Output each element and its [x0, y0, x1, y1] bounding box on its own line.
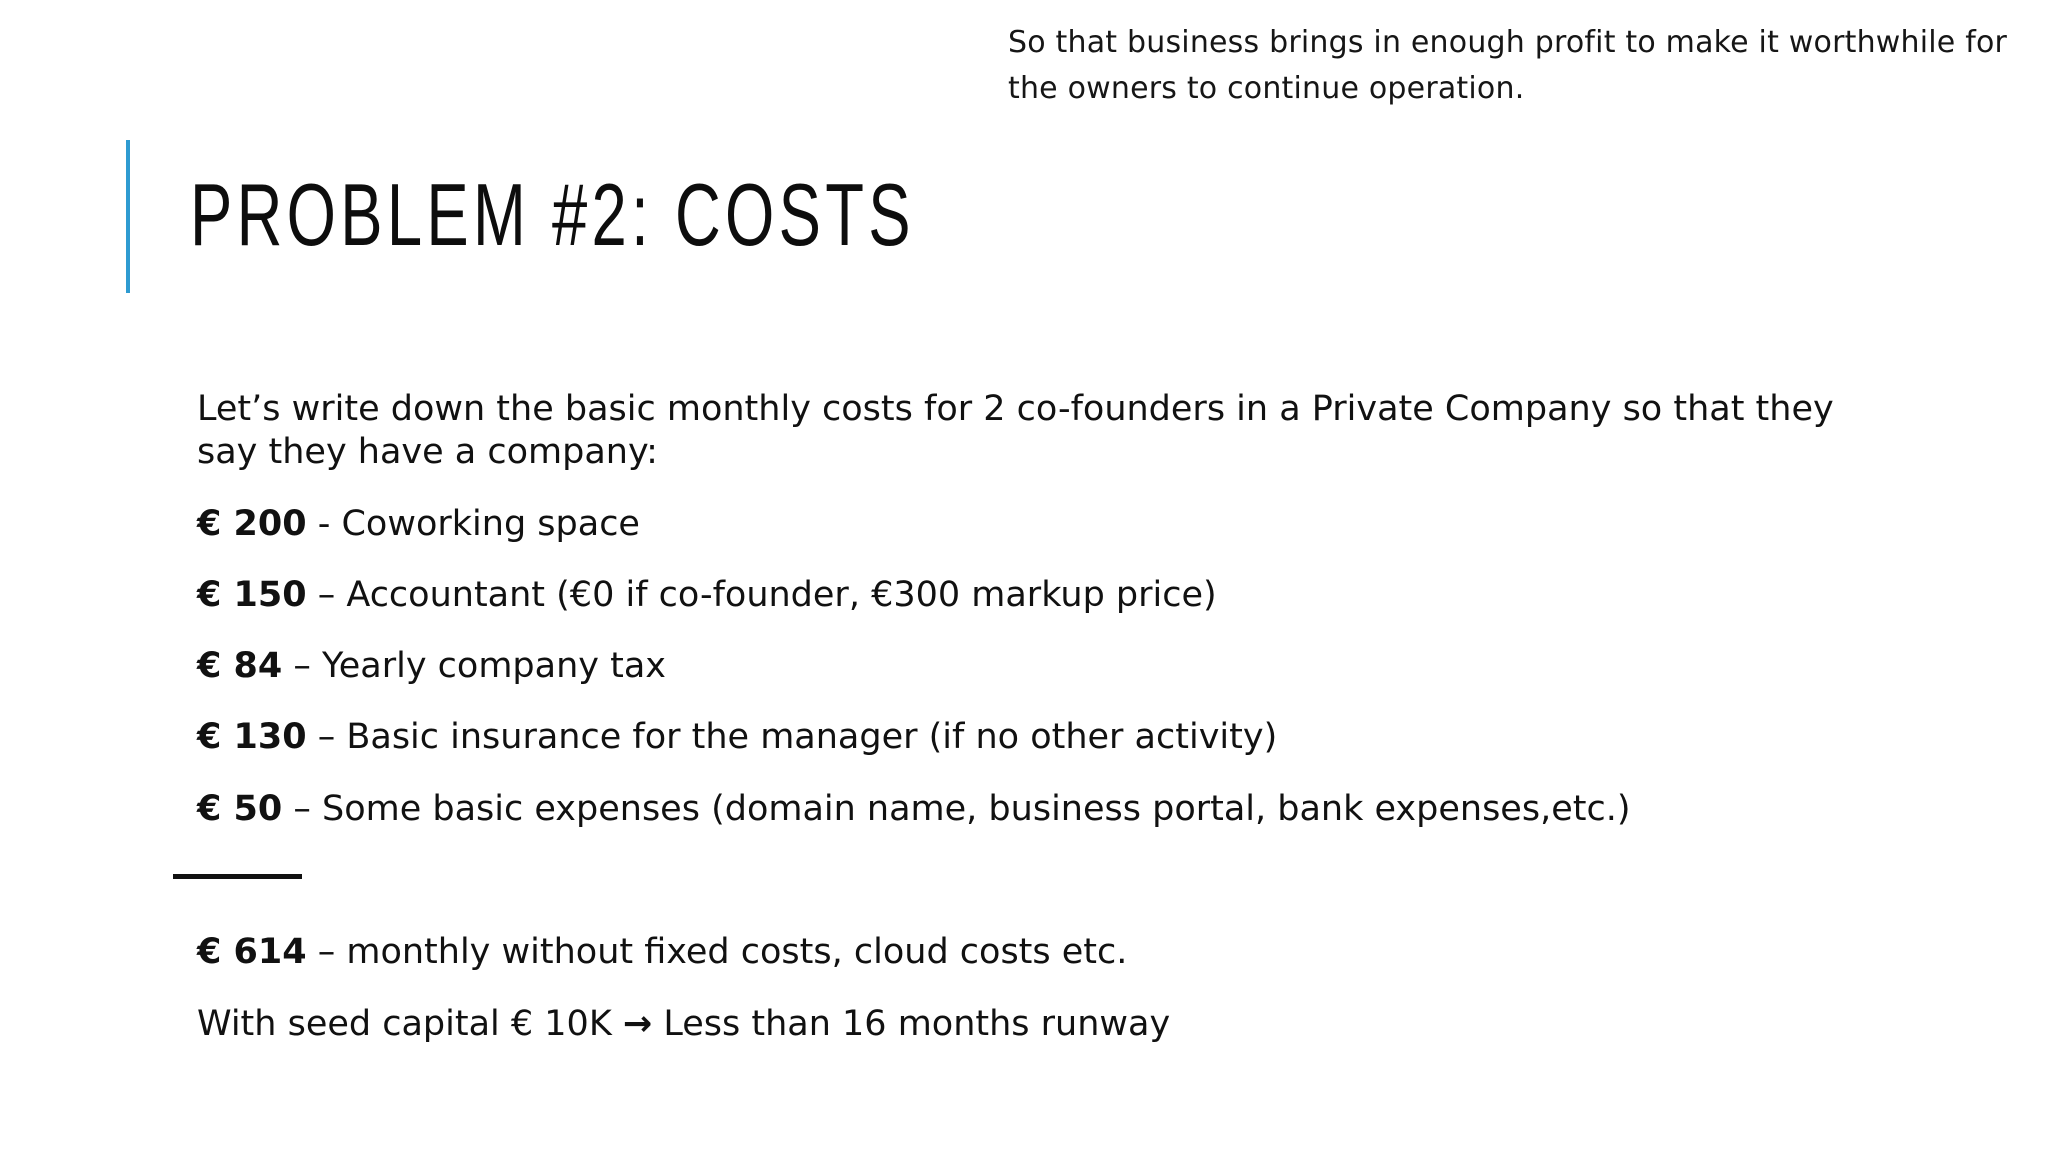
cost-description: – Basic insurance for the manager (if no other activity) [306, 717, 1278, 757]
cost-description: - Coworking space [306, 504, 640, 544]
cost-item-company-tax [197, 644, 666, 688]
page-title: PROBLEM #2: COSTS [190, 165, 915, 264]
cost-description: – Yearly company tax [282, 646, 666, 686]
runway-text-before: With seed capital € 10K [197, 1004, 623, 1044]
cost-item-basic-expenses [197, 787, 1631, 831]
cost-amount: € 200 [197, 504, 307, 544]
speaker-note [1008, 20, 2008, 112]
cost-description: – Some basic expenses (domain name, business portal, bank expenses,etc.) [282, 789, 1631, 829]
cost-amount: € 84 [197, 646, 283, 686]
title-accent-bar [126, 140, 130, 293]
intro-paragraph: Let’s write down the basic monthly costs for 2 co-founders in a Private Company so that they say they have a company: [197, 389, 1834, 472]
note-line-1: So that business brings in enough profit to make it worthwhile for [1008, 25, 2008, 60]
cost-amount: € 50 [197, 789, 283, 829]
runway-text-after: Less than 16 months runway [652, 1004, 1171, 1044]
arrow-right-icon: → [622, 1004, 653, 1044]
cost-item-coworking [197, 502, 640, 546]
total-cost-line [197, 930, 1127, 974]
total-amount: € 614 [197, 932, 307, 972]
note-line-2: the owners to continue operation. [1008, 71, 1525, 106]
cost-item-accountant [197, 573, 1217, 617]
cost-description: – Accountant (€0 if co-founder, €300 markup price) [306, 575, 1217, 615]
cost-amount: € 150 [197, 575, 307, 615]
runway-line [197, 1002, 1170, 1046]
cost-item-insurance [197, 715, 1277, 759]
sum-divider [173, 874, 302, 879]
cost-amount: € 130 [197, 717, 307, 757]
total-description: – monthly without fixed costs, cloud costs etc. [306, 932, 1128, 972]
